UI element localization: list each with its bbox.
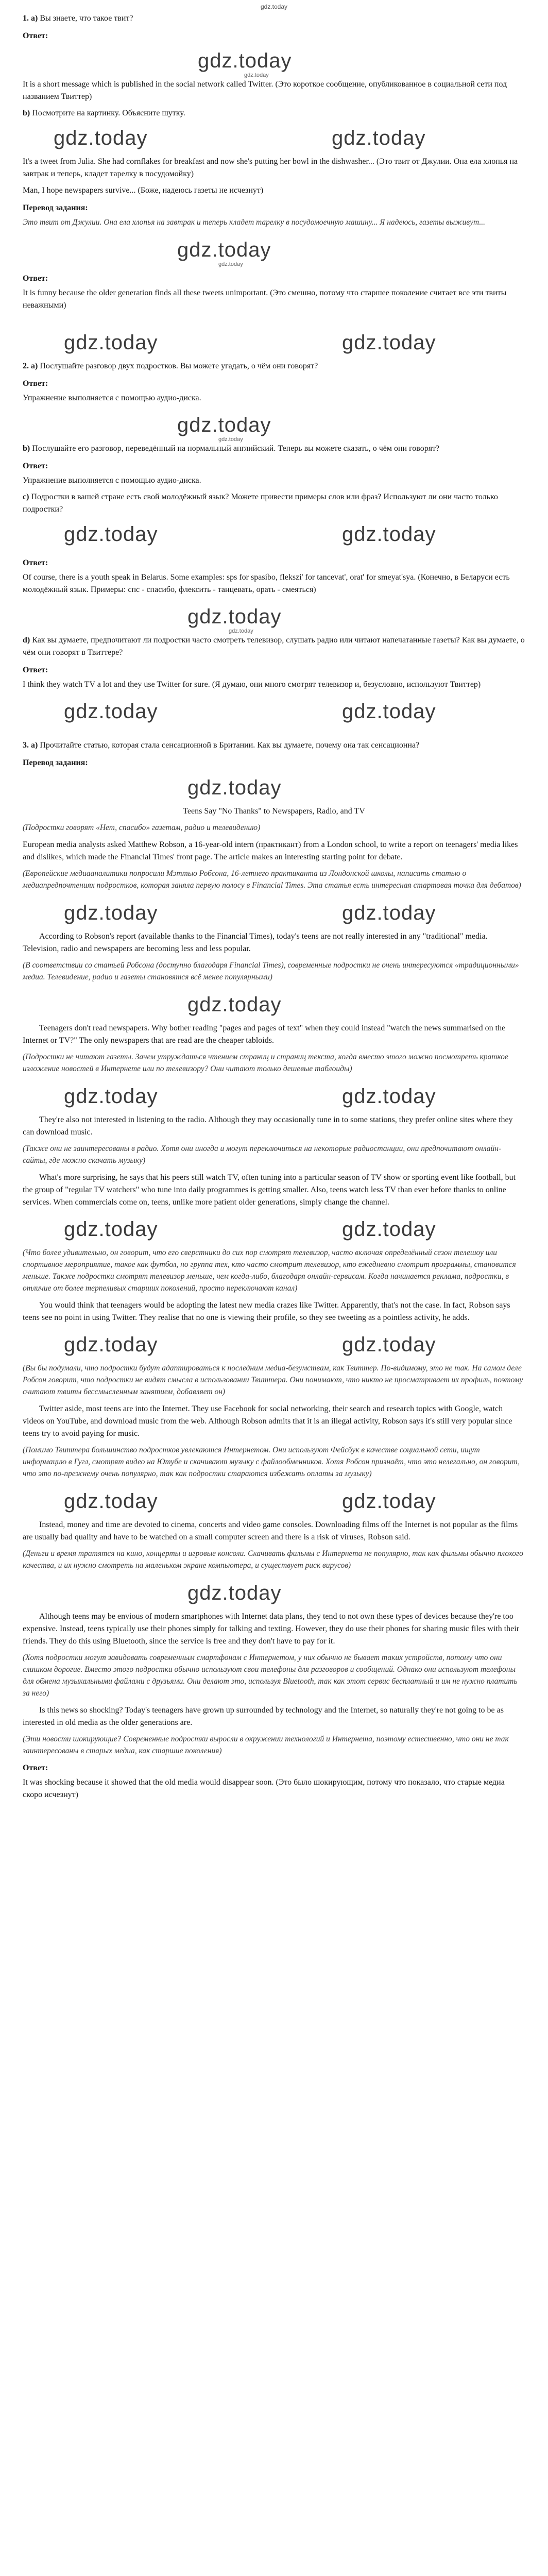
article-paragraph: What's more surprising, he says that his peers still watch TV, often tuning into a particular season of TV show or sporting event like football, but the group of "regular TV watchers" who tune into daily programmes is getting smaller. Also, teens watch less TV than ever before thanks to online services. When commercials come on, teens, unlike more patient older generations, simply change the channel. [23, 1173, 516, 1207]
watermark: gdz.today [187, 993, 282, 1016]
answer-text: I think they watch TV a lot and they use Twitter for sure. (Я думаю, они много смотрят телевизор и, безусловно, используют Твиттер) [23, 680, 481, 689]
task-2d-question: d) Как вы думаете, предпочитают ли подростки часто смотреть телевизор, слушать радио или читают напечатанные газеты? Как вы думаете, о чём они говорят в Твиттере? [23, 636, 525, 657]
answer-text: It's a tweet from Julia. She had cornflakes for breakfast and now she's putting her bowl in the dishwasher... (Это твит от Джулии. Она ела хлопья на завтрак и теперь, кладет тарелку в посудомойку) [23, 157, 518, 178]
watermark: gdz.today gdz.today [64, 1333, 436, 1356]
page-content [23, 12, 525, 1805]
paragraph-translation: (Европейские медиааналитики попросили Мэттью Робсона, 16-летнего практиканта из Лондонской школы, написать статью о медиапредпочтениях подростков, которая заняла первую полосу в Financial Times. Эта статья есть интересная стартовая точка для дебатов) [23, 869, 521, 890]
answer-text: Упражнение выполняется с помощью аудио-диска. [23, 476, 201, 485]
paragraph-translation: (Эти новости шокирующие? Современные подростки выросли в окружении технологий и Интернета, поэтому естественно, что они не так заинтересованы в старых медиа, как старшие поколения) [23, 1735, 509, 1755]
article-paragraph: According to Robson's report (available thanks to the Financial Times), today's teens are not really interested in any "traditional" media. Television, radio and newspapers are becoming less and less popular. [23, 932, 488, 953]
answer-text: Man, I hope newspapers survive... (Боже, надеюсь газеты не исчезнут) [23, 186, 264, 195]
paragraph-translation: (Деньги и время тратятся на кино, концерты и игровые консоли. Скачивать фильмы с Интернета не популярно, так как фильмы обычно плохого качества, и их нужно смотреть на маленьком экране компьютера, и существует риск вирусов) [23, 1549, 523, 1570]
answer-label: Ответ: [23, 31, 48, 40]
answer-label: Ответ: [23, 666, 48, 674]
task-3 [23, 739, 525, 1801]
answer-label: Ответ: [23, 274, 48, 283]
paragraph-translation: (Подростки не читают газеты. Зачем утруждаться чтением страниц и страниц текста, когда вместо этого можно посмотреть краткое изложение новостей в Интернете или по телевизору? Они читают только дешевые таблоиды) [23, 1053, 508, 1073]
watermark: gdz.today [187, 1582, 282, 1604]
article-paragraph: You would think that teenagers would be adopting the latest new media crazes like Twitter. Apparently, that's not the case. In fact, Robson says teens see no point in using Twitter. They realise that no one is viewing their profile, so they see tweeting as a pointless activity, he adds. [23, 1301, 510, 1322]
paragraph-translation: (Вы бы подумали, что подростки будут адаптироваться к последним медиа-безумствам, как Твиттер. По-видимому, это не так. На самом деле Робсон говорит, что подростки не видят смысла в использовании Твиттера. Они понимают, что никто не просматривает их профиль, поэтому считают твиты бессмысленным занятием, добавляет он) [23, 1364, 523, 1396]
watermark: gdz.today gdz.today [187, 605, 282, 634]
watermark: gdz.today gdz.today [198, 49, 292, 78]
task-number: 1. а) [23, 14, 38, 23]
task-2a-heading: 2. а) Послушайте разговор двух подростков. Вы можете угадать, о чём они говорят? [23, 362, 318, 370]
article-paragraph: Twitter aside, most teens are into the Internet. They use Facebook for social networking, their search and research topics with Google, watch videos on YouTube, and download music from the web. Although Robson admits that it is an illegal activity, Robson says it's still very popular since teens try to avoid paying for music. [23, 1404, 512, 1438]
answer-label: Ответ: [23, 462, 48, 470]
article-paragraph: European media analysts asked Matthew Robson, a 16-year-old intern (практикант) from a London school, to write a report on teenagers' media likes and dislikes, which made the Financial Times' front page. The article makes an interesting starting point for debate. [23, 840, 518, 861]
watermark: gdz.today gdz.today [177, 239, 271, 267]
paragraph-translation: (Также они не заинтересованы в радио. Хотя они иногда и могут переключиться на некоторые радиостанции, они предпочитают онлайн-сайты, где можно скачать музыку) [23, 1144, 502, 1165]
answer-label: Ответ: [23, 558, 48, 567]
answer-text: It was shocking because it showed that the old media would disappear soon. (Это было шокирующим, потому что показало, что старые медиа скоро исчезнут) [23, 1778, 505, 1799]
paragraph-translation: (Что более удивительно, он говорит, что его сверстники до сих пор смотрят телевизор, часто включая определённый сезон телешоу или спортивное мероприятие, такое как футбол, но группа тех, кто часто смотрит телевизор, кто ежедневно смотрит программы, становится меньше. Также подростки смотрят телевизор меньше, чем когда-либо, благодаря онлайн-сервисам. Когда начинается реклама, подростки, в отличие от более терпеливых старших поколений, просто переключают канал) [23, 1248, 516, 1293]
answer-text: It is funny because the older generation finds all these tweets unimportant. (Это смешно, потому что старшее поколение считает все эти твиты неважными) [23, 289, 507, 310]
task-text: Вы знаете, что такое твит? [40, 14, 133, 23]
article-title-translation: (Подростки говорят «Нет, спасибо» газетам, радио и телевидению) [23, 823, 261, 832]
answer-text: It is a short message which is published in the social network called Twitter. (Это короткое сообщение, опубликованное в социальной сети под названием Твиттер) [23, 80, 507, 101]
watermark: gdz.today [187, 776, 282, 799]
task-3a-heading: 3. а) Прочитайте статью, которая стала сенсационной в Британии. Как вы думаете, почему она так сенсационна? [23, 741, 420, 750]
task-1b-question: b) Посмотрите на картинку. Объясните шутку. [23, 109, 185, 117]
article-paragraph: Is this news so shocking? Today's teenagers have grown up surrounded by technology and the Internet, so naturally they're not going to be as interested in old media as the older generations are. [23, 1706, 504, 1727]
watermark: gdz.today gdz.today [64, 1085, 436, 1108]
watermark: gdz.today gdz.today [64, 331, 436, 354]
article-title: Teens Say "No Thanks" to Newspapers, Radio, and TV [183, 807, 365, 816]
answer-text: Упражнение выполняется с помощью аудио-диска. [23, 394, 201, 402]
article-paragraph: Although teens may be envious of modern smartphones with Internet data plans, they tend to not own these types of devices because they're too expensive. Instead, teens typically use their phones simply for talking and texting. However, they do use their phones for sharing music files with their friends. They do this using Bluetooth, since the service is free and they don't have to pay for it. [23, 1612, 520, 1646]
translation-text: Это твит от Джулии. Она ела хлопья на завтрак и теперь кладет тарелку в посудомоечную машину... Я надеюсь, газеты выживут... [23, 218, 486, 227]
task-2 [23, 326, 525, 729]
paragraph-translation: (В соответствии со статьей Робсона (доступно благодаря Financial Times), современные подростки не очень интересуются «традиционными» медиа. Телевидение, радио и газеты становятся всё менее популярными) [23, 961, 519, 981]
article-paragraph: Teenagers don't read newspapers. Why bother reading "pages and pages of text" when they could instead "watch the news summarised on the Internet or TV?" The only newspapers that are read are the cheaper tabloids. [23, 1024, 506, 1045]
answer-text: Of course, there is a youth speak in Belarus. Some examples: sps for spasibo, flekszi' for tancevat', orat' for smeyat'sya. (Конечно, в Беларуси есть молодёжный язык. Примеры: спс - спасибо, флексить - танцевать, орать - смеяться) [23, 573, 510, 594]
task-2b-question: b) Послушайте его разговор, переведённый на нормальный английский. Теперь вы можете сказать, о чём они говорят? [23, 444, 440, 453]
task-1a-heading [23, 12, 525, 25]
article-paragraph: They're also not interested in listening to the radio. Although they may occasionally tune in to some stations, they prefer online sites where they can download music. [23, 1115, 513, 1137]
watermark: gdz.today gdz.today [54, 127, 426, 149]
watermark: gdz.today gdz.today [177, 414, 271, 443]
paragraph-translation: (Хотя подростки могут завидовать современным смартфонам с Интернетом, у них обычно не бывает таких устройств, потому что они слишком дорогие. Вместо этого подростки обычно используют свои телефоны для разговоров и сообщений. Однако они используют телефоны для обмена музыкальными файлами с друзьями. Они делают это, используя Bluetooth, так как этот сервис бесплатный и им не нужно платить за него) [23, 1653, 518, 1698]
task-2c-question: c) Подростки в вашей стране есть свой молодёжный язык? Можете привести примеры слов или фраз? Используют ли они часто только подростки? [23, 493, 498, 514]
task-1 [23, 12, 525, 312]
answer-label: Ответ: [23, 1764, 48, 1772]
watermark: gdz.today gdz.today [64, 902, 436, 924]
watermark: gdz.today gdz.today [64, 700, 436, 723]
article-paragraph: Instead, money and time are devoted to cinema, concerts and video game consoles. Downloading films off the Internet is not popular as the films are usually bad quality and have to be watched on a small computer screen and there is a risk of viruses, Robson said. [23, 1520, 518, 1541]
site-header: gdz.today [260, 3, 288, 10]
translation-label: Перевод задания: [23, 204, 88, 212]
answer-label: Ответ: [23, 379, 48, 388]
watermark: gdz.today gdz.today [64, 1490, 436, 1513]
translation-label: Перевод задания: [23, 758, 88, 767]
watermark: gdz.today gdz.today [64, 1218, 436, 1241]
watermark: gdz.today gdz.today [64, 523, 436, 546]
paragraph-translation: (Помимо Твиттера большинство подростков увлекаются Интернетом. Они используют Фейсбук в качестве социальной сети, ищут информацию в Гугл, смотрят видео на Ютубе и скачивают музыку с файлообменников. Хотя Робсон признаёт, что это нелегально, он говорит, что это по-прежнему очень популярно, так как подростки стараются избежать оплаты за музыку) [23, 1446, 520, 1478]
